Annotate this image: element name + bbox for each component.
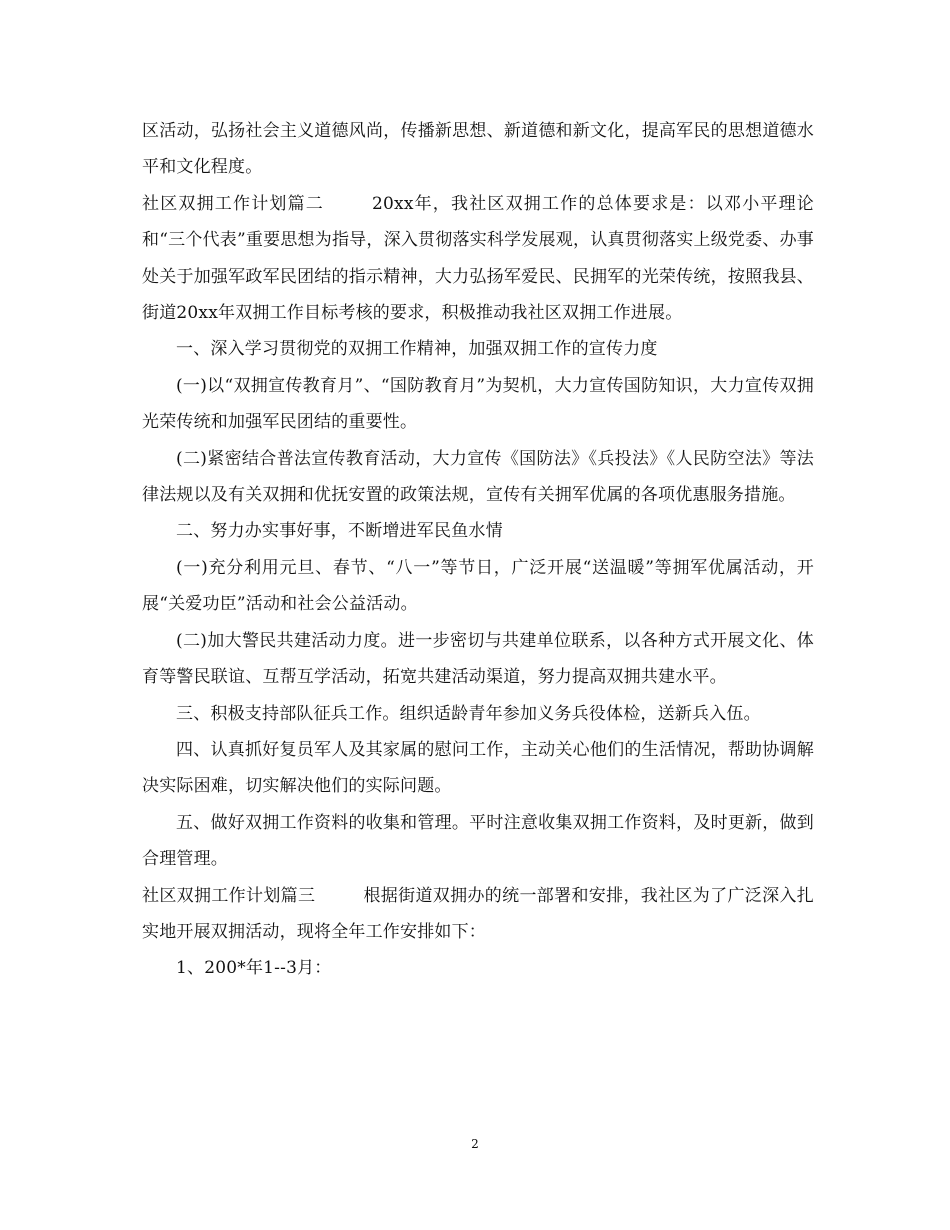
item-two-sub-two: (二)加大警民共建活动力度。进一步密切与共建单位联系，以各种方式开展文化、体育等警民联谊、互帮互学活动，拓宽共建活动渠道，努力提高双拥共建水平。 bbox=[142, 630, 814, 688]
item-four: 四、认真抓好复员军人及其家属的慰问工作，主动关心他们的生活情况，帮助协调解决实际困难，切实解决他们的实际问题。 bbox=[142, 739, 814, 797]
section-paragraph-plan-two bbox=[142, 186, 814, 332]
item-three: 三、积极支持部队征兵工作。组织适龄青年参加义务兵役体检，送新兵入伍。 bbox=[176, 703, 761, 724]
paragraph-continuation: 区活动，弘扬社会主义道德风尚，传播新思想、新道德和新文化，提高军民的思想道德水平和文化程度。 bbox=[142, 121, 814, 178]
section-heading-plan-three: 社区双拥工作计划篇三 bbox=[142, 885, 316, 906]
item-one-heading: 一、深入学习贯彻党的双拥工作精神，加强双拥工作的宣传力度 bbox=[176, 339, 658, 360]
page-number: 2 bbox=[471, 1137, 479, 1151]
schedule-item-one: 1、200*年1--3月： bbox=[176, 958, 332, 979]
item-two-heading: 二、努力办实事好事，不断增进军民鱼水情 bbox=[176, 521, 503, 542]
item-five: 五、做好双拥工作资料的收集和管理。平时注意收集双拥工作资料，及时更新，做到合理管理。 bbox=[142, 812, 814, 870]
plan-two-intro-text: 20xx年，我社区双拥工作的总体要求是：以邓小平理论和“三个代表”重要思想为指导，深入贯彻落实科学发展观，认真贯彻落实上级党委、办事处关于加强军政军民团结的指示精神，大力弘扬军爱民、民拥军的光荣传统，按照我县、街道20xx年双拥工作目标考核的要求，积极推动我社区双拥工作进展。 bbox=[142, 193, 814, 324]
item-two-sub-one: (一)充分利用元旦、春节、“八一”等节日，广泛开展“送温暖”等拥军优属活动，开展“关爱功臣”活动和社会公益活动。 bbox=[142, 557, 814, 615]
section-paragraph-plan-three bbox=[142, 878, 814, 951]
item-one-sub-one: (一)以“双拥宣传教育月”、“国防教育月”为契机，大力宣传国防知识，大力宣传双拥光荣传统和加强军民团结的重要性。 bbox=[142, 375, 814, 433]
plan-three-intro-text: 根据街道双拥办的统一部署和安排，我社区为了广泛深入扎实地开展双拥活动，现将全年工作安排如下： bbox=[142, 885, 815, 942]
document-body bbox=[142, 113, 814, 987]
section-heading-plan-two: 社区双拥工作计划篇二 bbox=[142, 193, 324, 214]
item-one-sub-two: (二)紧密结合普法宣传教育活动，大力宣传《国防法》《兵投法》《人民防空法》等法律法规以及有关双拥和优抚安置的政策法规，宣传有关拥军优属的各项优惠服务措施。 bbox=[142, 448, 814, 506]
